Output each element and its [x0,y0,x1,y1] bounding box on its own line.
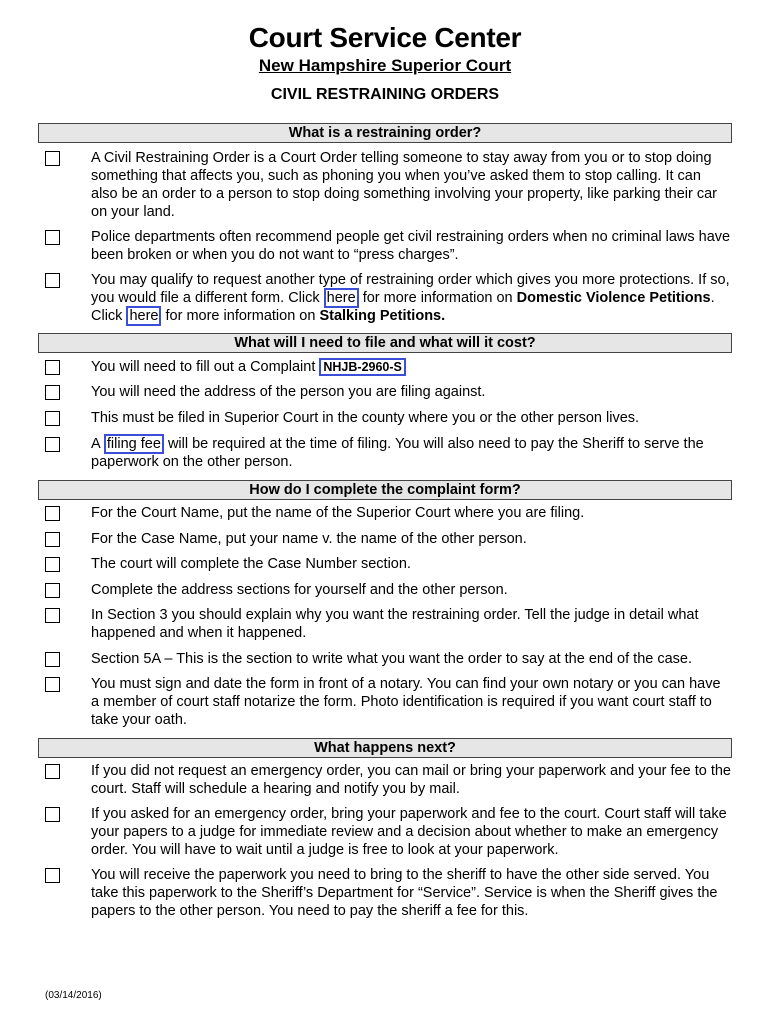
checkbox[interactable] [45,557,60,572]
filing-fee-link[interactable]: filing fee [104,434,164,454]
list-item: You will need the address of the person you are filing against. [91,384,486,400]
list-item: Complete the address sections for yourself and the other person. [91,582,508,598]
item-text: for more information on [358,290,517,306]
checkbox[interactable] [45,273,60,288]
list-item: A Civil Restraining Order is a Court Order telling someone to stay away from you or to stop doing something that affects you, such as phoning you when you’ve asked them to stop calling. It can also be an order to a person to stop doing something involving your property, like parking their car on your land. [91,150,717,220]
item-text: You will need to fill out a Complaint [91,359,320,375]
checkbox[interactable] [45,764,60,779]
list-item: For the Court Name, put the name of the Superior Court where you are filing. [91,505,585,521]
checkbox[interactable] [45,437,60,452]
item-text: . Click [91,290,715,324]
list-item [91,435,731,471]
checkbox[interactable] [45,151,60,166]
checkbox[interactable] [45,677,60,692]
complaint-form-link[interactable]: NHJB-2960-S [319,358,406,376]
stalking-petitions-label: Stalking Petitions. [319,308,446,324]
section-header-next: What happens next? [38,738,732,758]
checkbox[interactable] [45,532,60,547]
list-item: The court will complete the Case Number section. [91,556,411,572]
checkbox[interactable] [45,230,60,245]
section-header-file-cost: What will I need to file and what will it cost? [38,333,732,353]
item-text: for more information on [161,308,320,324]
page-subtitle: New Hampshire Superior Court [258,56,512,75]
dv-petitions-link[interactable]: here [324,288,359,308]
checkbox[interactable] [45,360,60,375]
section-header-what-is: What is a restraining order? [38,123,732,143]
page-title: Court Service Center [248,22,522,53]
dv-petitions-label: Domestic Violence Petitions [516,290,711,306]
list-item: Section 5A – This is the section to write what you want the order to say at the end of the case. [91,651,693,667]
checkbox[interactable] [45,385,60,400]
checkbox[interactable] [45,608,60,623]
checkbox[interactable] [45,868,60,883]
item-text: A [91,436,104,452]
item-text: will be required at the time of filing. You will also need to pay the Sheriff to serve the paperwork on the other person. [91,436,704,470]
list-item: In Section 3 you should explain why you want the restraining order. Tell the judge in detail what happened and when it happened. [91,607,699,641]
list-item: This must be filed in Superior Court in the county where you or the other person lives. [91,410,640,426]
list-item: For the Case Name, put your name v. the name of the other person. [91,531,527,547]
list-item [91,358,731,376]
list-item: If you did not request an emergency order, you can mail or bring your paperwork and your fee to the court. Staff will schedule a hearing and notify you by mail. [91,763,731,797]
list-item: If you asked for an emergency order, bring your paperwork and fee to the court. Court staff will take your papers to a judge for immediate review and a decision about whether to make an emergency order. You will have to wait until a judge is free to look at your paperwork. [91,806,727,858]
stalking-petitions-link[interactable]: here [126,306,161,326]
item-text: You may qualify to request another type of restraining order which gives you more protections. If so, you would file a different form. Click [91,272,730,306]
checkbox[interactable] [45,411,60,426]
section-header-complete-form: How do I complete the complaint form? [38,480,732,500]
checkbox[interactable] [45,807,60,822]
checkbox[interactable] [45,583,60,598]
checkbox[interactable] [45,506,60,521]
document-heading: CIVIL RESTRAINING ORDERS [270,86,500,103]
list-item: Police departments often recommend people get civil restraining orders when no criminal laws have been broken or when you do not want to “press charges”. [91,229,731,263]
checkbox[interactable] [45,652,60,667]
list-item [91,271,731,325]
revision-date: (03/14/2016) [45,990,102,1001]
list-item: You must sign and date the form in front of a notary. You can find your own notary or you can have a member of court staff notarize the form. Photo identification is required if you want court staff to take your oath. [91,676,721,728]
list-item: You will receive the paperwork you need to bring to the sheriff to have the other side served. You take this paperwork to the Sheriff’s Department for “Service”. Service is when the Sheriff gives the papers to the other person. You need to pay the sheriff a fee for this. [91,867,718,919]
